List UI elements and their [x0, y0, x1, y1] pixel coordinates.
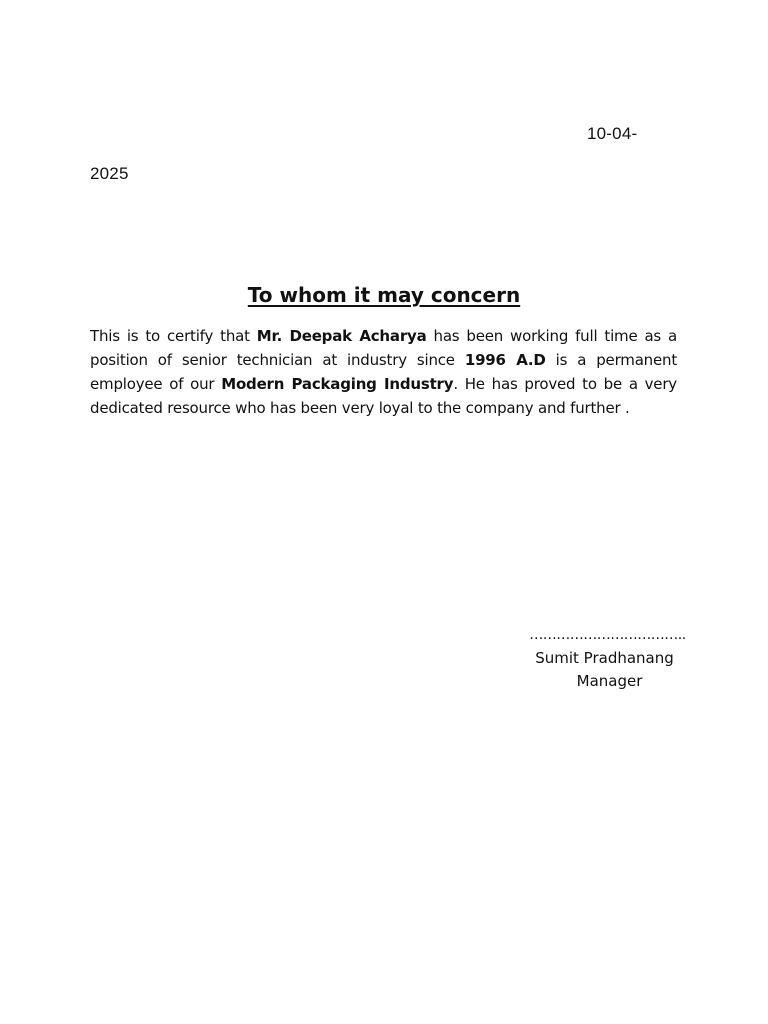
- body-text-position: has been working full time as a position of senior technician at industry since: [90, 327, 678, 369]
- start-year: 1996 A.D: [464, 351, 546, 369]
- signature-line: ……………………………..: [529, 627, 686, 643]
- body-text-closing: . He has proved to be a very dedicated resource who has been very loyal to the company and further .: [90, 375, 677, 417]
- body-text-intro: This is to certify that: [90, 327, 257, 345]
- signatory-title: Manager: [576, 672, 643, 690]
- letter-body: [90, 324, 677, 420]
- letter-title: To whom it may concern: [247, 283, 521, 307]
- employee-name: Mr. Deepak Acharya: [256, 327, 427, 345]
- company-name: Modern Packaging Industry: [221, 375, 454, 393]
- body-text-employee: is a permanent employee of our: [90, 351, 678, 393]
- date-line-2: 2025: [90, 164, 129, 183]
- date-line-1: 10-04-: [587, 124, 638, 143]
- signatory-name: Sumit Pradhanang: [535, 649, 674, 667]
